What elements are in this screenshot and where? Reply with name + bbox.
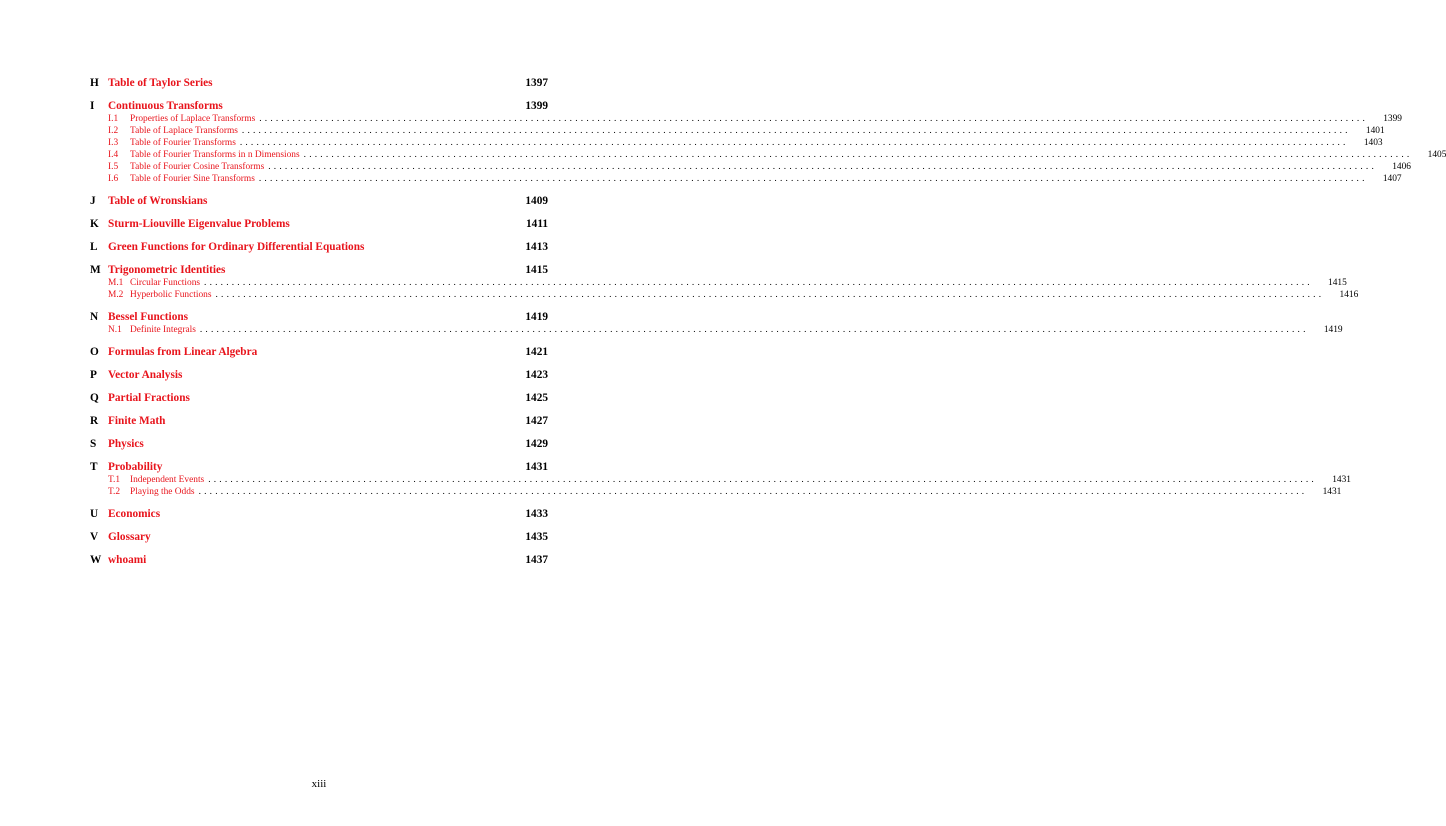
section-title-link[interactable]: Properties of Laplace Transforms [130, 114, 256, 124]
chapter-page-number: 1421 [525, 346, 548, 358]
chapter-page-number: 1409 [525, 195, 548, 207]
toc-section-entry[interactable] [90, 474, 1351, 486]
chapter-page-number: 1415 [525, 264, 548, 276]
toc-chapter-entry[interactable] [90, 194, 548, 208]
section-page-number: 1416 [1339, 290, 1359, 300]
chapter-title-link[interactable]: Bessel Functions [108, 311, 189, 323]
dot-leader: ........................................................................................................................................................................................................ [198, 487, 1308, 497]
page-number: xiii [311, 778, 327, 790]
toc-chapter-entry[interactable] [90, 76, 548, 90]
section-number[interactable]: M.2 [108, 290, 124, 300]
toc-chapter [90, 530, 548, 544]
chapter-letter: P [90, 369, 97, 381]
chapter-letter: L [90, 241, 98, 253]
toc-chapter [90, 217, 548, 231]
toc-section-entry[interactable] [90, 113, 1402, 125]
chapter-letter: U [90, 508, 99, 520]
section-number[interactable]: I.2 [108, 126, 119, 136]
section-number[interactable]: I.6 [108, 174, 119, 184]
toc-section-entry[interactable] [90, 161, 1411, 173]
dot-leader: ........................................................................................................................................................................................................ [258, 174, 1368, 184]
toc-chapter-entry[interactable] [90, 345, 548, 359]
dot-leader: ........................................................................................................................................................................................................ [259, 114, 1368, 124]
toc-chapter-entry[interactable] [90, 553, 548, 567]
chapter-title-link[interactable]: Sturm-Liouville Eigenvalue Problems [108, 218, 290, 230]
chapter-letter: I [90, 100, 95, 112]
toc-section-entry[interactable] [90, 324, 1343, 336]
toc-chapter-entry[interactable] [90, 414, 548, 428]
dot-leader: ........................................................................................................................................................................................................ [239, 138, 1349, 148]
toc-chapter [90, 368, 548, 382]
section-number[interactable]: T.2 [108, 487, 121, 497]
section-title-link[interactable]: Independent Events [130, 475, 205, 485]
chapter-page-number: 1429 [525, 438, 548, 450]
chapter-title-link[interactable]: Finite Math [108, 415, 166, 427]
toc-chapter [90, 345, 548, 359]
chapter-page-number: 1419 [525, 311, 548, 323]
section-page-number: 1405 [1427, 150, 1446, 160]
chapter-title-link[interactable]: Economics [108, 508, 161, 520]
section-title-link[interactable]: Table of Fourier Transforms in n Dimensions [130, 150, 300, 160]
section-title-link[interactable]: Table of Fourier Sine Transforms [130, 174, 255, 184]
chapter-page-number: 1425 [525, 392, 548, 404]
section-title-link[interactable]: Playing the Odds [130, 487, 195, 497]
chapter-title-link[interactable]: Trigonometric Identities [108, 264, 226, 276]
chapter-title-link[interactable]: Green Functions for Ordinary Differential Equations [108, 241, 365, 253]
chapter-page-number: 1423 [525, 369, 548, 381]
chapter-letter: M [90, 264, 101, 276]
toc-chapter [90, 194, 548, 208]
section-title-link[interactable]: Table of Fourier Transforms [130, 138, 236, 148]
toc-chapter-entry[interactable] [90, 310, 548, 324]
dot-leader: ........................................................................................................................................................................................................ [199, 325, 1309, 335]
toc-chapter [90, 460, 1351, 498]
chapter-letter: R [90, 415, 99, 427]
chapter-page-number: 1427 [525, 415, 548, 427]
section-page-number: 1431 [1322, 487, 1342, 497]
section-number[interactable]: N.1 [108, 325, 122, 335]
chapter-letter: J [90, 195, 96, 207]
section-number[interactable]: T.1 [108, 475, 121, 485]
toc-section-entry[interactable] [90, 486, 1342, 498]
toc-section-entry[interactable] [90, 125, 1385, 137]
dot-leader: ........................................................................................................................................................................................................ [241, 126, 1351, 136]
dot-leader: ........................................................................................................................................................................................................ [268, 162, 1377, 172]
chapter-title-link[interactable]: Glossary [108, 531, 151, 543]
section-title-link[interactable]: Table of Laplace Transforms [130, 126, 238, 136]
toc-section-entry[interactable] [90, 277, 1347, 289]
toc-chapter-entry[interactable] [90, 437, 548, 451]
toc-section-entry[interactable] [90, 173, 1402, 185]
chapter-page-number: 1397 [525, 77, 548, 89]
toc-chapter-entry[interactable] [90, 263, 548, 277]
section-page-number: 1401 [1365, 126, 1385, 136]
section-page-number: 1407 [1382, 174, 1402, 184]
chapter-title-link[interactable]: Continuous Transforms [108, 100, 223, 112]
dot-leader: ........................................................................................................................................................................................................ [303, 150, 1413, 160]
dot-leader: ........................................................................................................................................................................................................ [204, 278, 1313, 288]
dot-leader: ........................................................................................................................................................................................................ [215, 290, 1325, 300]
chapter-title-link[interactable]: Probability [108, 461, 163, 473]
toc-section-entry[interactable] [90, 289, 1359, 301]
section-page-number: 1419 [1323, 325, 1343, 335]
toc-chapter-entry[interactable] [90, 368, 548, 382]
section-title-link[interactable]: Definite Integrals [130, 325, 196, 335]
toc-chapter [90, 437, 548, 451]
toc-chapter [90, 391, 548, 405]
section-number[interactable]: I.4 [108, 150, 119, 160]
chapter-page-number: 1399 [525, 100, 548, 112]
chapter-letter: O [90, 346, 99, 358]
toc-chapter-entry[interactable] [90, 507, 548, 521]
chapter-title-link[interactable]: Vector Analysis [108, 369, 183, 381]
chapter-page-number: 1435 [525, 531, 548, 543]
toc-chapter-entry[interactable] [90, 99, 548, 113]
chapter-title-link[interactable]: Physics [108, 438, 144, 450]
section-number[interactable]: M.1 [108, 278, 124, 288]
section-page-number: 1415 [1328, 278, 1347, 288]
toc-chapter [90, 263, 1359, 301]
chapter-title-link[interactable]: whoami [108, 554, 147, 566]
toc-chapter [90, 310, 1343, 336]
toc-chapter [90, 414, 548, 428]
chapter-title-link[interactable]: Formulas from Linear Algebra [108, 346, 258, 358]
chapter-page-number: 1411 [526, 218, 548, 230]
toc-chapter [90, 76, 548, 90]
dot-leader: ........................................................................................................................................................................................................ [208, 475, 1317, 485]
section-title-link[interactable]: Table of Fourier Cosine Transforms [130, 162, 265, 172]
chapter-title-link[interactable]: Table of Wronskians [108, 195, 208, 207]
section-title-link[interactable]: Circular Functions [130, 278, 201, 288]
toc-chapter [90, 507, 548, 521]
chapter-page-number: 1413 [525, 241, 548, 253]
toc-chapter-entry[interactable] [90, 240, 548, 254]
chapter-letter: S [90, 438, 97, 450]
toc-section-entry[interactable] [90, 149, 1446, 161]
section-number[interactable]: I.1 [108, 114, 119, 124]
toc-chapter-entry[interactable] [90, 391, 548, 405]
chapter-letter: N [90, 311, 99, 323]
chapter-letter: W [90, 554, 102, 566]
chapter-letter: V [90, 531, 99, 543]
section-page-number: 1406 [1392, 162, 1411, 172]
toc-chapter-entry[interactable] [90, 460, 548, 474]
toc-chapter [90, 240, 548, 254]
chapter-letter: K [90, 218, 99, 230]
section-title-link[interactable]: Hyperbolic Functions [130, 290, 212, 300]
toc-chapter [90, 553, 548, 567]
section-page-number: 1431 [1332, 475, 1351, 485]
toc-section-entry[interactable] [90, 137, 1383, 149]
toc-chapter [90, 99, 1446, 185]
toc-chapter-entry[interactable] [90, 217, 548, 231]
section-page-number: 1399 [1383, 114, 1402, 124]
chapter-page-number: 1433 [525, 508, 548, 520]
chapter-title-link[interactable]: Partial Fractions [108, 392, 190, 404]
chapter-letter: Q [90, 392, 99, 404]
chapter-title-link[interactable]: Table of Taylor Series [108, 77, 213, 89]
chapter-page-number: 1437 [525, 554, 548, 566]
chapter-letter: T [90, 461, 98, 473]
section-number[interactable]: I.3 [108, 138, 119, 148]
section-page-number: 1403 [1363, 138, 1383, 148]
table-of-contents [90, 76, 1446, 567]
chapter-page-number: 1431 [525, 461, 548, 473]
chapter-letter: H [90, 77, 99, 89]
section-number[interactable]: I.5 [108, 162, 119, 172]
toc-chapter-entry[interactable] [90, 530, 548, 544]
